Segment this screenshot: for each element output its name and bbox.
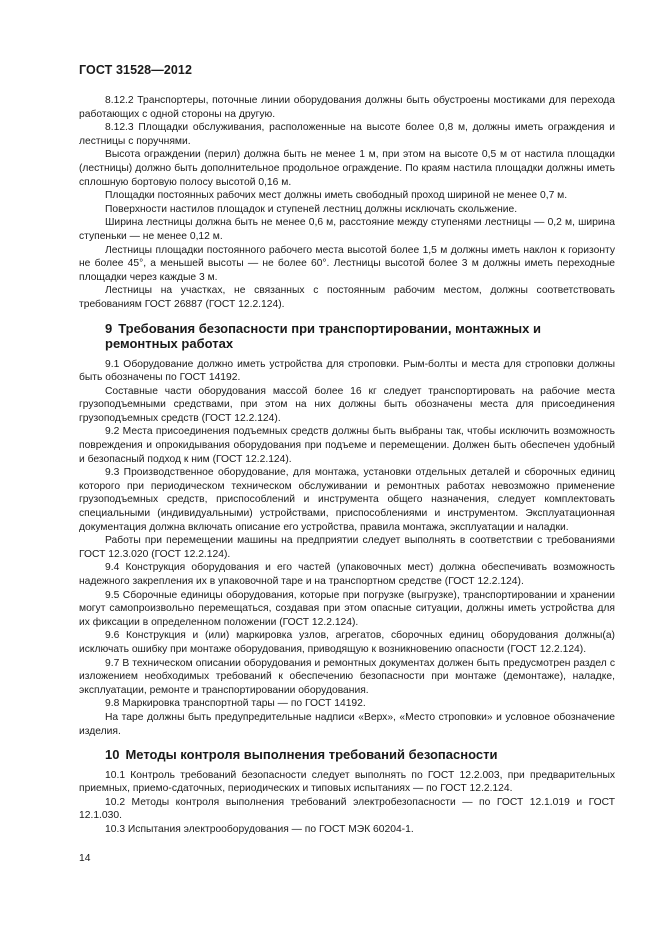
paragraph: 9.3 Производственное оборудование, для монтажа, установки отдельных деталей и сборочных единиц которого при периодическом техническом обслуживании и ремонтных работах невозможно применение грузоподъемных средств, приспособлений и инструмента общего назначения, следует комплектовать специальными (индивидуальными) устройствами, приспособлениями и инструментом. Эксплуатационная документация должна включать описание его устройства, правила монтажа, эксплуатации и наладки.	[79, 467, 615, 533]
section-number: 10	[105, 747, 120, 763]
paragraph: 10.3 Испытания электрооборудования — по ГОСТ МЭК 60204-1.	[105, 824, 414, 835]
paragraph: Высота ограждении (перил) должна быть не менее 1 м, при этом на высоте 0,5 м от настила площадки (лестницы) должно быть дополнительное продольное ограждение. По краям настила площадки должны иметь сплошную бортовую полосу высотой 0,16 м.	[79, 149, 615, 188]
paragraph: 8.12.2 Транспортеры, поточные линии оборудования должны быть обустроены мостиками для перехода работающих с одной стороны на другую.	[79, 95, 615, 120]
paragraph: 9.6 Конструкция и (или) маркировка узлов, агрегатов, сборочных единиц оборудования должны(а) исключать ошибку при монтаже оборудования, приводящую к возникновению опасности (ГОСТ 12.2.124).	[79, 630, 615, 655]
paragraph: 9.4 Конструкция оборудования и его частей (упаковочных мест) должна обеспечивать возможность надежного закрепления их в упаковочной таре и на транспортном средстве (ГОСТ 12.2.124).	[79, 562, 615, 587]
page-number: 14	[79, 853, 91, 864]
section-10-heading	[79, 747, 615, 763]
paragraph: 10.1 Контроль требований безопасности следует выполнять по ГОСТ 12.2.003, при предварительных приемных, приемо-сдаточных, периодических и типовых испытаниях — по ГОСТ 12.2.124.	[79, 769, 615, 795]
paragraph: 9.1 Оборудование должно иметь устройства для строповки. Рым-болты и места для строповки должны быть обозначены по ГОСТ 14192.	[79, 358, 615, 384]
document-header: ГОСТ 31528—2012	[79, 63, 193, 77]
section-number: 9	[105, 320, 113, 336]
paragraph: Лестницы на участках, не связанных с постоянным рабочим местом, должны соответствовать требованиям ГОСТ 26887 (ГОСТ 12.2.124).	[79, 285, 615, 310]
section-title: Методы контроля выполнения требований безопасности	[125, 747, 498, 763]
document-body	[79, 94, 615, 837]
paragraph: Работы при перемещении машины на предприятии следует выполнять в соответствии с требованиями ГОСТ 12.3.020 (ГОСТ 12.2.124).	[79, 535, 615, 560]
paragraph: Лестницы площадки постоянного рабочего места высотой более 1,5 м должны иметь наклон к горизонту не более 45°, а меньшей высоты — не более 60°. Лестницы высотой более 3 м должны иметь переходные площадки через каждые 3 м.	[79, 244, 615, 283]
paragraph: Ширина лестницы должна быть не менее 0,6 м, расстояние между ступенями лестницы — 0,2 м, ширина ступеньки — не менее 0,12 м.	[79, 217, 615, 242]
section-title: Требования безопасности при транспортировании, монтажных и ремонтных работах	[105, 320, 541, 351]
section-9-heading	[79, 321, 615, 352]
paragraph: Поверхности настилов площадок и ступеней лестниц должны исключать скольжение.	[105, 203, 518, 215]
paragraph: 8.12.3 Площадки обслуживания, расположенные на высоте более 0,8 м, должны иметь ограждения и лестницы с поручнями.	[79, 122, 615, 147]
paragraph: Составные части оборудования массой более 16 кг следует транспортировать на рабочие места грузоподъемными средствами, при этом на них должны быть обозначены места для присоединения грузоподъемных средств (ГОСТ 12.2.124).	[79, 385, 615, 424]
paragraph: 10.2 Методы контроля выполнения требований электробезопасности — по ГОСТ 12.1.019 и ГОСТ 12.1.030.	[79, 796, 615, 822]
paragraph: 9.8 Маркировка транспортной тары — по ГОСТ 14192.	[105, 698, 366, 710]
paragraph: 9.2 Места присоединения подъемных средств должны быть выбраны так, чтобы исключить возможность повреждения и опрокидывания оборудования при подъеме и перемещении. Должен быть обеспечен удобный и безопасный подход к ним (ГОСТ 12.2.124).	[79, 426, 615, 465]
paragraph: 9.5 Сборочные единицы оборудования, которые при погрузке (выгрузке), транспортировании и хранении могут самопроизвольно перемещаться, создавая при этом опасные ситуации, должны иметь устройства для их фиксации в определенном положении (ГОСТ 12.2.124).	[79, 589, 615, 628]
paragraph: На таре должны быть предупредительные надписи «Верх», «Место строповки» и условное обозначение изделия.	[79, 711, 615, 737]
paragraph: 9.7 В техническом описании оборудования и ремонтных документах должен быть предусмотрен раздел с изложением необходимых требований к обеспечению безопасности при монтаже (демонтаже), наладке, эксплуатации, ремонте и транспортировании оборудования.	[79, 657, 615, 696]
paragraph: Площадки постоянных рабочих мест должны иметь свободный проход шириной не менее 0,7 м.	[105, 190, 568, 202]
